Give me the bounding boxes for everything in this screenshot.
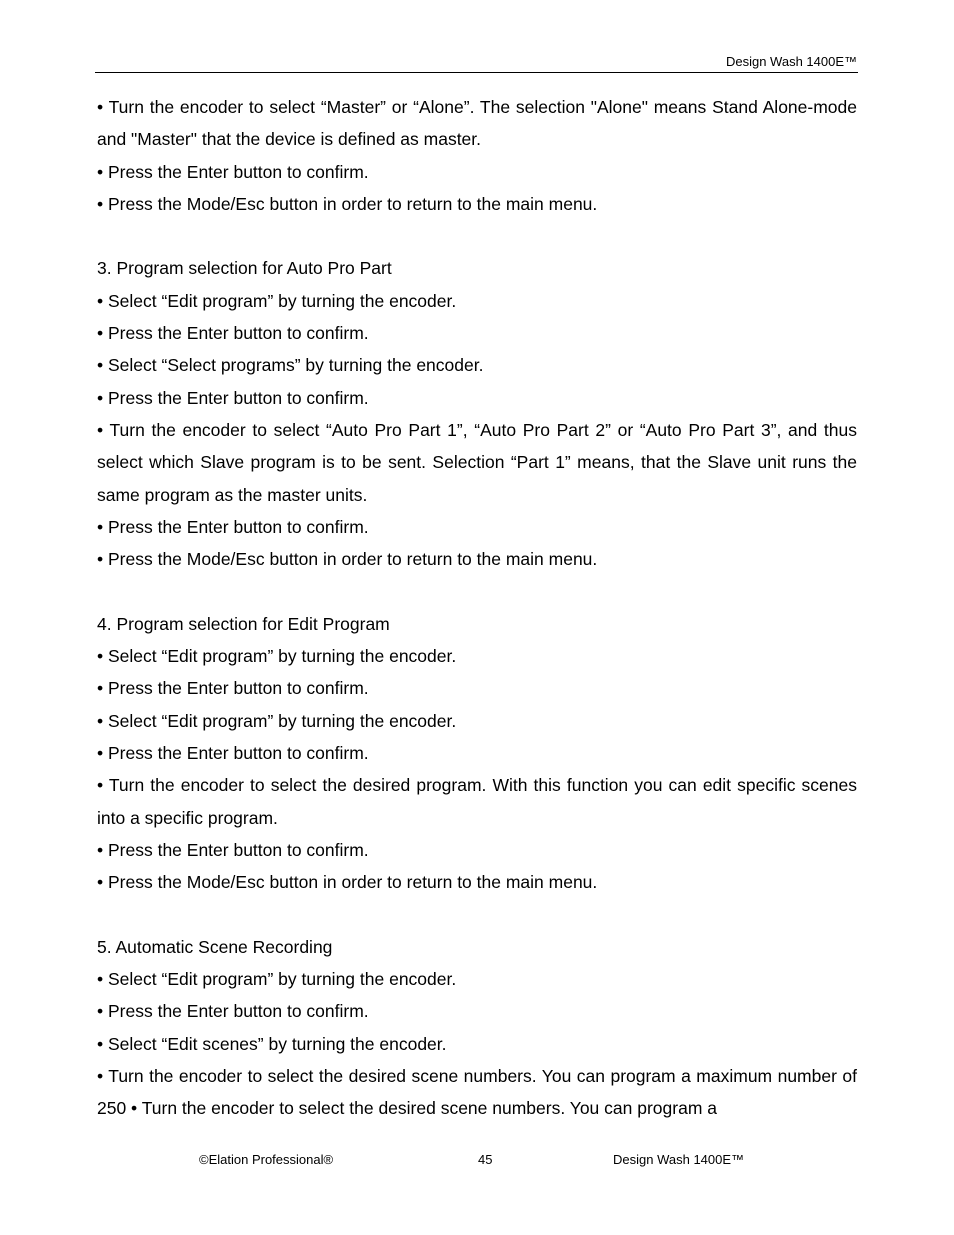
body-paragraph: • Press the Enter button to confirm.: [97, 323, 369, 344]
body-paragraph: • Select “Edit program” by turning the encoder.: [97, 969, 457, 990]
page-body: [97, 91, 857, 1125]
paragraph-gap: [97, 898, 857, 930]
body-paragraph: • Press the Enter button to confirm.: [97, 839, 369, 860]
body-paragraph: • Turn the encoder to select “Master” or “Alone”. The selection "Alone" means Stand Alone-mode and "Master" that the device is defined as master.: [97, 97, 857, 150]
section-heading: 4. Program selection for Edit Program: [97, 613, 390, 634]
paragraph-gap: [97, 220, 857, 252]
paragraph-gap: [97, 575, 857, 607]
body-paragraph: • Turn the encoder to select the desired program. With this function you can edit specific scenes into a specific program.: [97, 775, 857, 828]
body-paragraph: • Press the Enter button to confirm.: [97, 742, 369, 763]
body-paragraph: • Select “Edit scenes” by turning the encoder.: [97, 1033, 447, 1054]
body-paragraph: • Press the Mode/Esc button in order to return to the main menu.: [97, 549, 598, 570]
body-paragraph: • Press the Enter button to confirm.: [97, 387, 369, 408]
footer-product-name: Design Wash 1400E™: [613, 1152, 745, 1167]
body-paragraph: • Press the Enter button to confirm.: [97, 678, 369, 699]
body-paragraph: • Press the Mode/Esc button in order to return to the main menu.: [97, 872, 598, 893]
body-paragraph: • Press the Enter button to confirm.: [97, 516, 369, 537]
section-heading: 5. Automatic Scene Recording: [97, 936, 333, 957]
body-paragraph: • Select “Select programs” by turning the encoder.: [97, 355, 484, 376]
section-heading: 3. Program selection for Auto Pro Part: [97, 258, 392, 279]
body-paragraph: • Press the Enter button to confirm.: [97, 161, 369, 182]
body-paragraph: • Turn the encoder to select “Auto Pro Part 1”, “Auto Pro Part 2” or “Auto Pro Part 3”, and thus select which Slave program is to be sent. Selection “Part 1” means, that the Slave unit runs the same program as the master units.: [97, 419, 857, 505]
body-paragraph: • Press the Enter button to confirm.: [97, 1001, 369, 1022]
footer-copyright: ©Elation Professional®: [199, 1152, 334, 1167]
body-paragraph: • Turn the encoder to select the desired scene numbers. You can program a maximum number of 250 • Turn the encoder to select the desired scene numbers. You can program a: [97, 1065, 857, 1119]
footer-page-number: 45: [478, 1152, 493, 1167]
body-paragraph: • Select “Edit program” by turning the encoder.: [97, 710, 457, 731]
body-paragraph: • Select “Edit program” by turning the encoder.: [97, 646, 457, 667]
header-divider: [95, 72, 858, 73]
body-paragraph: • Select “Edit program” by turning the encoder.: [97, 290, 457, 311]
header-title: Design Wash 1400E™: [725, 54, 857, 69]
body-paragraph: • Press the Mode/Esc button in order to return to the main menu.: [97, 193, 598, 214]
